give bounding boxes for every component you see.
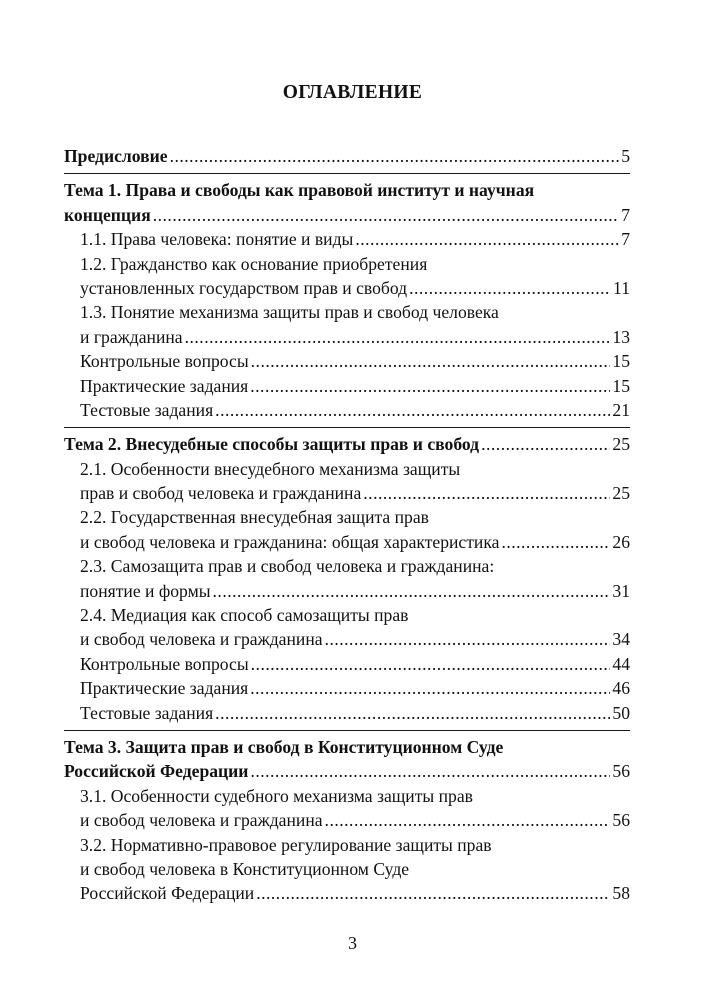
toc-topic-title: Тема 3. Защита прав и свобод в Конституционном Суде (64, 736, 504, 757)
toc-entry[interactable] (64, 505, 630, 529)
toc-entry-page: 56 (612, 761, 630, 782)
dot-leader (325, 808, 611, 832)
toc-entry-page: 11 (613, 277, 630, 298)
toc-entry[interactable] (64, 857, 630, 881)
toc-entry[interactable] (64, 652, 630, 676)
dot-leader (256, 881, 610, 905)
toc-entry-page: 26 (612, 531, 630, 552)
toc-entry-page: 25 (612, 483, 630, 504)
dot-leader (153, 203, 619, 227)
page-number: 3 (348, 933, 357, 953)
toc-entry-label: Российской Федерации (80, 883, 255, 904)
page-title: ОГЛАВЛЕНИЕ (282, 82, 423, 103)
toc-entry-label: Тестовые задания (80, 399, 214, 420)
toc-topic-title-line[interactable] (64, 432, 630, 456)
toc-topic-title-line[interactable] (64, 178, 630, 202)
dot-leader (215, 398, 610, 422)
toc-entry-label: 3.2. Нормативно-правовое регулирование защиты прав (80, 834, 492, 855)
toc-entry-label: Контрольные вопросы (80, 351, 249, 372)
toc-entry[interactable] (64, 374, 630, 398)
toc-section-topic-3 (64, 730, 630, 906)
toc-entry-page: 13 (612, 326, 630, 347)
toc-entry[interactable] (64, 701, 630, 725)
toc-entry[interactable] (64, 627, 630, 651)
dot-leader (363, 481, 610, 505)
toc-entry[interactable] (64, 481, 630, 505)
toc-entry[interactable] (64, 398, 630, 422)
table-of-contents (64, 144, 630, 906)
toc-entry-preface[interactable] (64, 144, 630, 168)
toc-section-preface (64, 144, 630, 168)
toc-entry[interactable] (64, 300, 630, 324)
toc-entry-label: 2.2. Государственная внесудебная защита прав (80, 507, 429, 528)
toc-entry[interactable] (64, 603, 630, 627)
toc-entry-label: Контрольные вопросы (80, 653, 249, 674)
dot-leader (250, 374, 610, 398)
toc-entry-page: 7 (621, 204, 630, 225)
toc-topic-title: концепция (64, 204, 151, 225)
toc-entry-label: Предисловие (64, 146, 168, 166)
toc-entry-page: 44 (612, 653, 630, 674)
toc-entry[interactable] (64, 833, 630, 857)
toc-entry-page: 46 (612, 678, 630, 699)
dot-leader (213, 579, 611, 603)
toc-entry-label: 2.4. Медиация как способ самозащиты прав (80, 605, 409, 626)
toc-entry-label: 1.1. Права человека: понятие и виды (80, 229, 354, 250)
dot-leader (325, 627, 611, 651)
toc-entry-page: 7 (621, 229, 630, 250)
toc-entry[interactable] (64, 676, 630, 700)
toc-entry-label: 2.3. Самозащита прав и свобод человека и гражданина: (80, 556, 495, 577)
toc-entry-label: 1.3. Понятие механизма защиты прав и свобод человека (80, 302, 499, 323)
toc-entry-label: и свобод человека и гражданина (80, 629, 323, 650)
dot-leader (215, 701, 610, 725)
toc-topic-title: Тема 2. Внесудебные способы защиты прав и свобод (64, 434, 480, 455)
toc-topic-title: Тема 1. Права и свободы как правовой институт и научная (64, 180, 535, 201)
toc-entry[interactable] (64, 808, 630, 832)
toc-topic-title-line[interactable] (64, 759, 630, 783)
toc-entry-page: 50 (612, 702, 630, 723)
toc-topic-title-line[interactable] (64, 203, 630, 227)
toc-entry-label: 3.1. Особенности судебного механизма защиты прав (80, 785, 473, 806)
dot-leader (355, 227, 619, 251)
toc-entry-label: и свобод человека и гражданина (80, 810, 323, 831)
toc-entry-label: прав и свобод человека и гражданина (80, 483, 362, 504)
toc-entry[interactable] (64, 579, 630, 603)
toc-entry[interactable] (64, 554, 630, 578)
toc-entry[interactable] (64, 276, 630, 300)
dot-leader (250, 759, 610, 783)
toc-entry-page: 21 (612, 399, 630, 420)
toc-entry-page: 34 (612, 629, 630, 650)
toc-entry[interactable] (64, 325, 630, 349)
toc-entry[interactable] (64, 784, 630, 808)
toc-entry[interactable] (64, 530, 630, 554)
toc-entry-page: 31 (612, 580, 630, 601)
toc-entry-label: установленных государством прав и свобод (80, 277, 408, 298)
toc-entry[interactable] (64, 881, 630, 905)
toc-entry-label: и свобод человека в Конституционном Суде (80, 858, 410, 879)
dot-leader (501, 530, 610, 554)
toc-entry[interactable] (64, 227, 630, 251)
toc-entry-page: 15 (612, 351, 630, 372)
toc-entry[interactable] (64, 252, 630, 276)
dot-leader (185, 325, 611, 349)
toc-topic-title-line[interactable] (64, 735, 630, 759)
toc-entry-label: Практические задания (80, 375, 249, 396)
toc-entry-label: Практические задания (80, 678, 249, 699)
dot-leader (481, 432, 610, 456)
dot-leader (251, 349, 611, 373)
dot-leader (251, 652, 611, 676)
toc-entry-page: 56 (612, 810, 630, 831)
toc-entry[interactable] (64, 457, 630, 481)
toc-entry-page: 15 (612, 375, 630, 396)
toc-entry-page: 5 (621, 146, 630, 166)
toc-entry-label: Тестовые задания (80, 702, 214, 723)
toc-entry-label: 2.1. Особенности внесудебного механизма защиты (80, 458, 461, 479)
dot-leader (409, 276, 611, 300)
toc-entry-label: понятие и формы (80, 580, 211, 601)
toc-section-topic-2 (64, 427, 630, 725)
dot-leader (250, 676, 610, 700)
toc-topic-title: Российской Федерации (64, 761, 249, 782)
toc-section-topic-1 (64, 173, 630, 422)
toc-entry-label: 1.2. Гражданство как основание приобретения (80, 253, 428, 274)
toc-entry-page: 58 (612, 883, 630, 904)
toc-entry[interactable] (64, 349, 630, 373)
toc-entry-label: и гражданина (80, 326, 183, 347)
toc-entry-page: 25 (612, 434, 630, 455)
toc-entry-label: и свобод человека и гражданина: общая характеристика (80, 531, 500, 552)
dot-leader (170, 144, 620, 168)
